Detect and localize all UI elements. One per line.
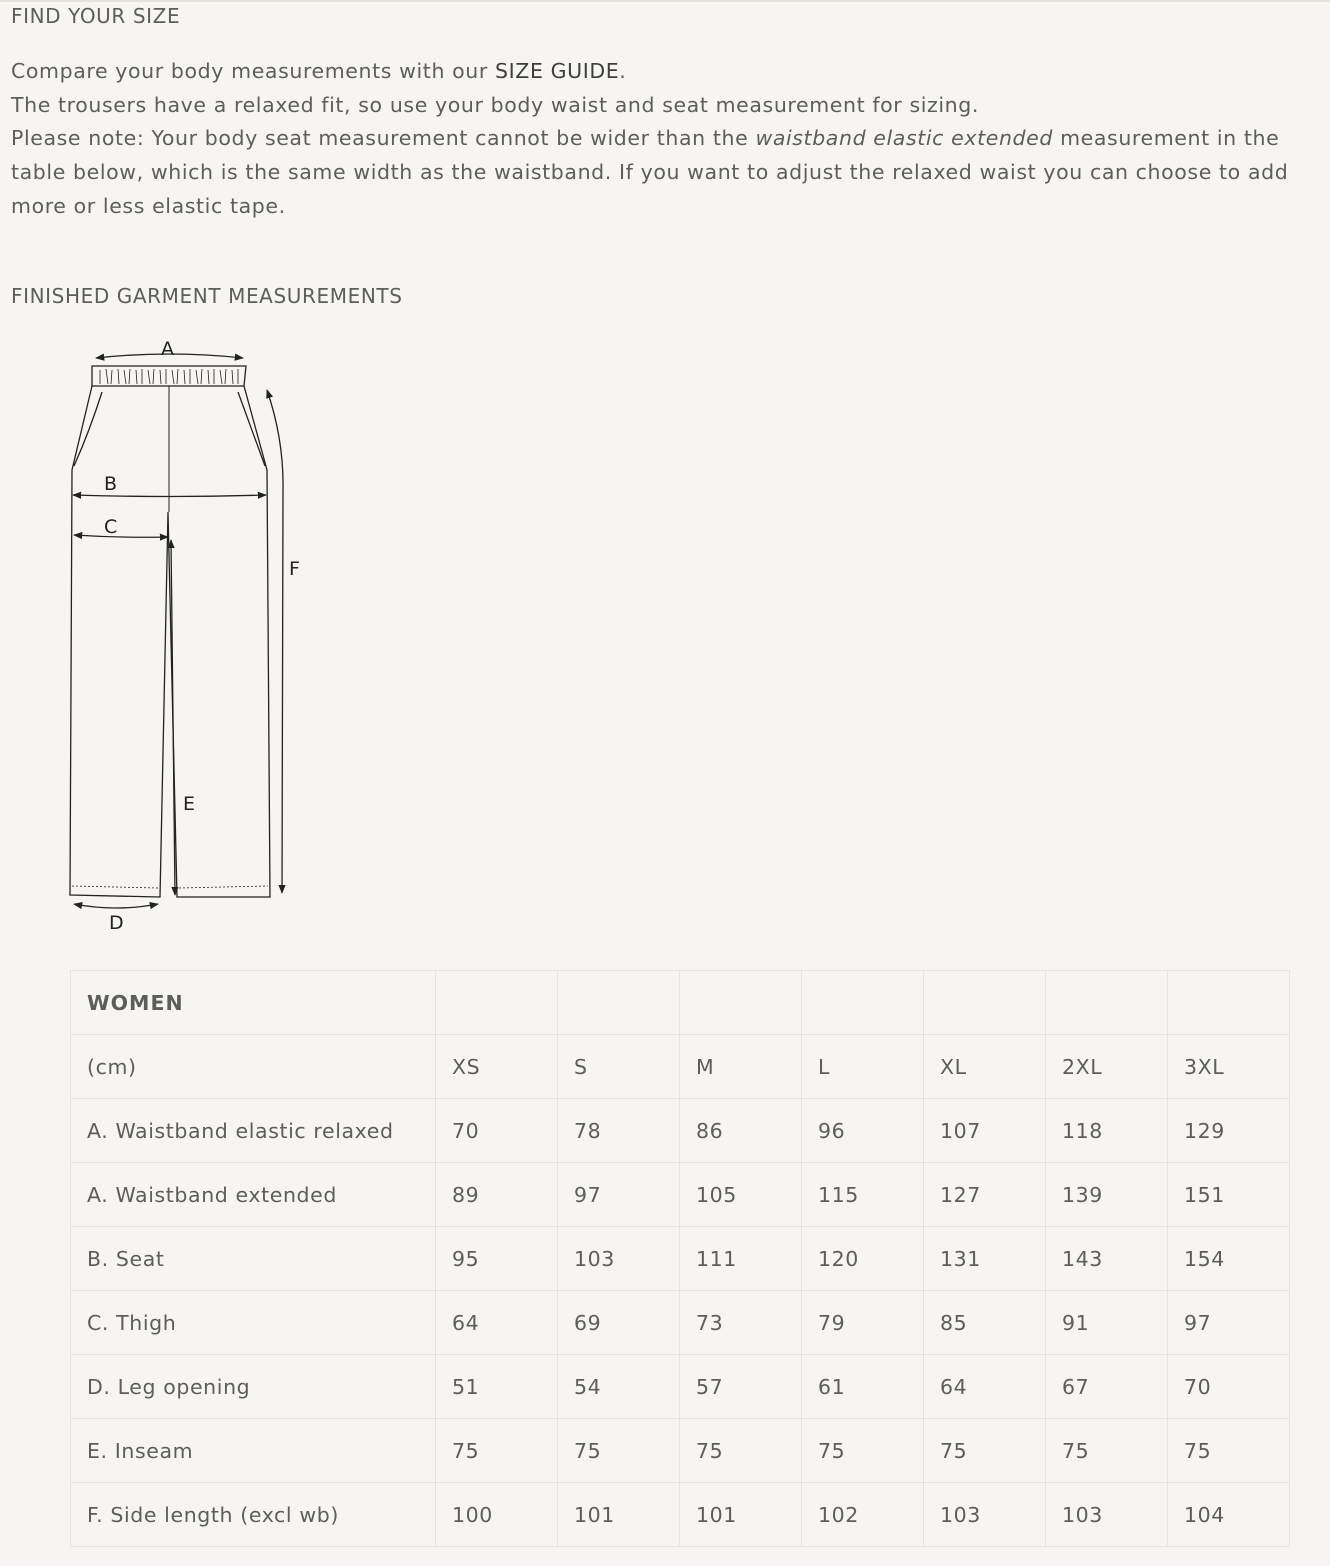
empty-cell bbox=[680, 971, 802, 1035]
value-cell: 75 bbox=[436, 1419, 558, 1483]
row-label: D. Leg opening bbox=[71, 1355, 436, 1419]
value-cell: 107 bbox=[924, 1099, 1046, 1163]
value-cell: 131 bbox=[924, 1227, 1046, 1291]
finished-garment-heading: FINISHED GARMENT MEASUREMENTS bbox=[11, 284, 403, 308]
arrow-e bbox=[171, 540, 175, 895]
empty-cell bbox=[924, 971, 1046, 1035]
value-cell: 96 bbox=[802, 1099, 924, 1163]
table-row bbox=[71, 1483, 1290, 1547]
right-hem-line bbox=[179, 886, 268, 888]
label-f: F bbox=[289, 558, 300, 580]
table-size-header-row bbox=[71, 1035, 1290, 1099]
value-cell: 103 bbox=[558, 1227, 680, 1291]
value-cell: 103 bbox=[1046, 1483, 1168, 1547]
value-cell: 78 bbox=[558, 1099, 680, 1163]
empty-cell bbox=[1046, 971, 1168, 1035]
intro-line-2: The trousers have a relaxed fit, so use your body waist and seat measurement for sizing. bbox=[11, 92, 979, 117]
table-row bbox=[71, 1227, 1290, 1291]
unit-label: (cm) bbox=[71, 1035, 436, 1099]
value-cell: 101 bbox=[558, 1483, 680, 1547]
value-cell: 75 bbox=[1168, 1419, 1290, 1483]
table-row bbox=[71, 1419, 1290, 1483]
value-cell: 91 bbox=[1046, 1291, 1168, 1355]
value-cell: 120 bbox=[802, 1227, 924, 1291]
value-cell: 127 bbox=[924, 1163, 1046, 1227]
value-cell: 111 bbox=[680, 1227, 802, 1291]
value-cell: 79 bbox=[802, 1291, 924, 1355]
size-header: M bbox=[680, 1035, 802, 1099]
value-cell: 75 bbox=[558, 1419, 680, 1483]
value-cell: 54 bbox=[558, 1355, 680, 1419]
label-a: A bbox=[161, 338, 174, 360]
value-cell: 139 bbox=[1046, 1163, 1168, 1227]
table-row bbox=[71, 1355, 1290, 1419]
value-cell: 51 bbox=[436, 1355, 558, 1419]
table-row bbox=[71, 1163, 1290, 1227]
row-label: E. Inseam bbox=[71, 1419, 436, 1483]
empty-cell bbox=[558, 971, 680, 1035]
intro-line-1 bbox=[11, 55, 1330, 89]
intro-text bbox=[11, 55, 1330, 224]
value-cell: 100 bbox=[436, 1483, 558, 1547]
intro-line-4: table below, which is the same width as the waistband. If you want to adjust the relaxed waist you can choose to add bbox=[11, 160, 1289, 185]
value-cell: 89 bbox=[436, 1163, 558, 1227]
intro-line-3-text: Please note: Your body seat measurement cannot be wider than the bbox=[11, 126, 756, 151]
value-cell: 73 bbox=[680, 1291, 802, 1355]
table-row bbox=[71, 1291, 1290, 1355]
value-cell: 103 bbox=[924, 1483, 1046, 1547]
intro-line-1-end: . bbox=[619, 59, 627, 83]
value-cell: 102 bbox=[802, 1483, 924, 1547]
row-label: B. Seat bbox=[71, 1227, 436, 1291]
value-cell: 97 bbox=[1168, 1291, 1290, 1355]
row-label: F. Side length (excl wb) bbox=[71, 1483, 436, 1547]
intro-line-5: more or less elastic tape. bbox=[11, 193, 286, 218]
row-label: C. Thigh bbox=[71, 1291, 436, 1355]
table-group-row bbox=[71, 971, 1290, 1035]
value-cell: 104 bbox=[1168, 1483, 1290, 1547]
value-cell: 70 bbox=[1168, 1355, 1290, 1419]
value-cell: 151 bbox=[1168, 1163, 1290, 1227]
value-cell: 95 bbox=[436, 1227, 558, 1291]
size-header: XL bbox=[924, 1035, 1046, 1099]
size-chart-body bbox=[71, 971, 1290, 1547]
intro-line-3-end: measurement in the bbox=[1053, 126, 1280, 151]
women-label: WOMEN bbox=[71, 971, 436, 1035]
trousers-outline bbox=[70, 386, 270, 897]
value-cell: 75 bbox=[802, 1419, 924, 1483]
size-header: L bbox=[802, 1035, 924, 1099]
value-cell: 69 bbox=[558, 1291, 680, 1355]
intro-line-3 bbox=[11, 122, 1330, 156]
value-cell: 75 bbox=[924, 1419, 1046, 1483]
value-cell: 115 bbox=[802, 1163, 924, 1227]
label-d: D bbox=[109, 912, 124, 934]
value-cell: 67 bbox=[1046, 1355, 1168, 1419]
value-cell: 64 bbox=[436, 1291, 558, 1355]
empty-cell bbox=[436, 971, 558, 1035]
size-header: S bbox=[558, 1035, 680, 1099]
row-label: A. Waistband elastic relaxed bbox=[71, 1099, 436, 1163]
find-your-size-heading: FIND YOUR SIZE bbox=[11, 4, 181, 28]
top-divider bbox=[0, 0, 1330, 2]
arrow-d bbox=[74, 904, 158, 908]
value-cell: 118 bbox=[1046, 1099, 1168, 1163]
label-b: B bbox=[104, 473, 118, 495]
arrow-c bbox=[74, 535, 168, 537]
value-cell: 85 bbox=[924, 1291, 1046, 1355]
value-cell: 86 bbox=[680, 1099, 802, 1163]
row-label: A. Waistband extended bbox=[71, 1163, 436, 1227]
value-cell: 61 bbox=[802, 1355, 924, 1419]
empty-cell bbox=[802, 971, 924, 1035]
size-header: 2XL bbox=[1046, 1035, 1168, 1099]
value-cell: 143 bbox=[1046, 1227, 1168, 1291]
value-cell: 75 bbox=[680, 1419, 802, 1483]
intro-line-1-text: Compare your body measurements with our bbox=[11, 59, 496, 83]
trousers-diagram bbox=[50, 330, 330, 940]
size-chart-table bbox=[70, 970, 1290, 1547]
value-cell: 57 bbox=[680, 1355, 802, 1419]
value-cell: 101 bbox=[680, 1483, 802, 1547]
value-cell: 97 bbox=[558, 1163, 680, 1227]
size-guide-link[interactable]: SIZE GUIDE bbox=[495, 59, 620, 83]
value-cell: 75 bbox=[1046, 1419, 1168, 1483]
empty-cell bbox=[1168, 971, 1290, 1035]
value-cell: 105 bbox=[680, 1163, 802, 1227]
waistband-shape bbox=[92, 366, 246, 386]
value-cell: 70 bbox=[436, 1099, 558, 1163]
intro-line-3-emphasis: waistband elastic extended bbox=[755, 126, 1053, 151]
label-c: C bbox=[104, 516, 118, 538]
left-hem-line bbox=[72, 886, 158, 888]
label-e: E bbox=[183, 793, 196, 815]
size-header: 3XL bbox=[1168, 1035, 1290, 1099]
size-header: XS bbox=[436, 1035, 558, 1099]
value-cell: 64 bbox=[924, 1355, 1046, 1419]
right-pocket-line bbox=[238, 392, 265, 466]
value-cell: 129 bbox=[1168, 1099, 1290, 1163]
table-row bbox=[71, 1099, 1290, 1163]
value-cell: 154 bbox=[1168, 1227, 1290, 1291]
